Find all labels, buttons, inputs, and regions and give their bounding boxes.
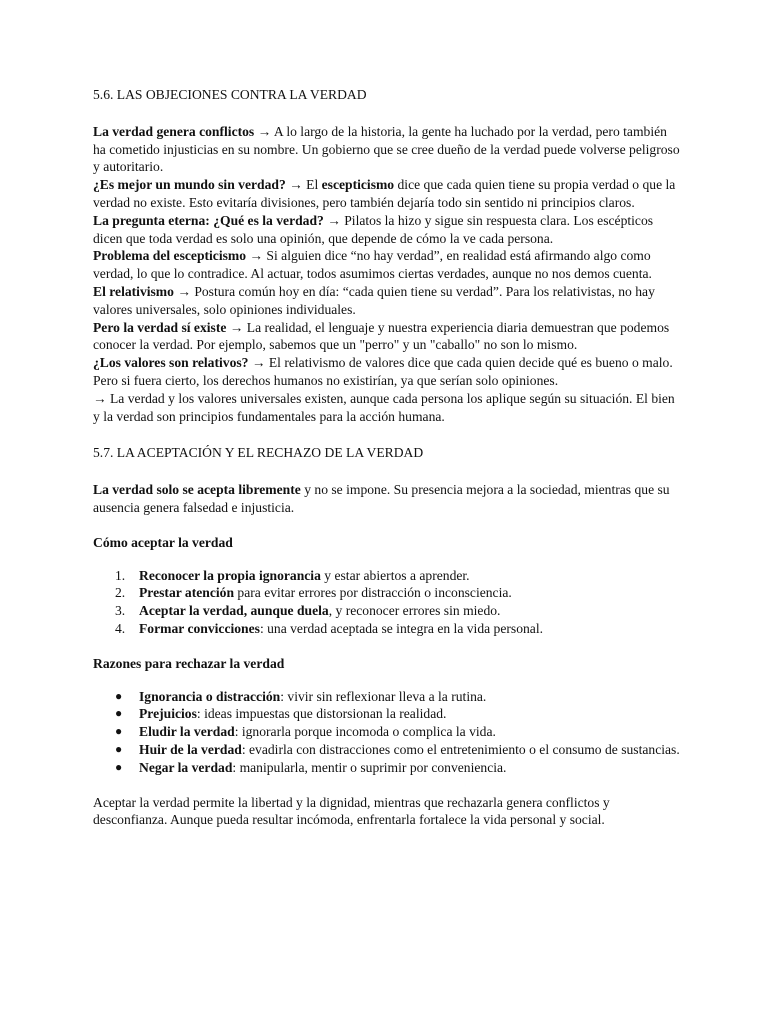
paragraph-relative-values <box>93 354 683 390</box>
list-item <box>93 620 683 638</box>
paragraph-text: La verdad y los valores universales existen, aunque cada persona los aplique según su situación. El bien y la verdad son principios fundamentales para la acción humana. <box>93 390 675 424</box>
accept-list <box>93 567 683 638</box>
arrow: → <box>248 355 269 371</box>
paragraph-skepticism-problem <box>93 247 683 283</box>
paragraph-text: Pilatos la hizo y sigue sin respuesta clara. Los escépticos dicen que toda verdad es solo una opinión, que depende de cómo la ve cada persona. <box>93 212 654 246</box>
paragraph-text: A lo largo de la historia, la gente ha luchado por la verdad, pero también ha cometido injusticias en su nombre. Un gobierno que se cree dueño de la verdad puede volverse peligroso y autoritario. <box>93 123 680 175</box>
arrow: → <box>323 212 345 228</box>
paragraph-bold: La verdad genera conflictos <box>93 123 255 139</box>
arrow: → <box>226 319 247 335</box>
paragraph-conflicts <box>93 123 683 176</box>
list-item-bold: Huir de la verdad <box>139 741 242 757</box>
paragraph-bold: Pero la verdad sí existe <box>93 319 227 335</box>
list-number: 4. <box>115 620 126 636</box>
arrow: → <box>254 123 274 139</box>
bullet-icon: ● <box>115 741 123 756</box>
arrow: → <box>93 390 110 406</box>
list-item-bold: Negar la verdad <box>139 759 233 775</box>
list-item-text: para evitar errores por distracción o inconsciencia. <box>234 585 512 601</box>
list-item-text: : una verdad aceptada se integra en la vida personal. <box>259 620 544 636</box>
paragraph-eternal-question <box>93 212 683 248</box>
paragraph-truth-exists <box>93 319 683 355</box>
accept-subheading: Cómo aceptar la verdad <box>93 534 233 550</box>
intro-text: y no se impone. Su presencia mejora a la sociedad, mientras que su ausencia genera falsedad e injusticia. <box>93 482 670 515</box>
arrow: → <box>285 177 307 193</box>
list-item-bold: Prejuicios <box>139 706 197 722</box>
list-item-bold: Eludir la verdad <box>139 724 235 740</box>
list-item-text: , y reconocer errores sin miedo. <box>328 603 501 619</box>
list-item-text: : vivir sin reflexionar lleva a la rutina. <box>280 688 487 704</box>
list-item <box>93 602 683 620</box>
section-56-heading: 5.6. LAS OBJECIONES CONTRA LA VERDAD <box>93 87 367 102</box>
list-item-bold: Reconocer la propia ignorancia <box>139 567 321 583</box>
paragraph-bold: El relativismo <box>93 283 174 299</box>
bullet-icon: ● <box>115 706 123 721</box>
list-item-bold: Prestar atención <box>139 585 235 601</box>
paragraph-bold: ¿Los valores son relativos? <box>93 355 249 371</box>
paragraph-bold: Problema del escepticismo <box>93 248 247 264</box>
section-57-intro <box>93 481 683 517</box>
list-number: 1. <box>115 567 126 583</box>
list-item <box>93 584 683 602</box>
list-item-bold: Aceptar la verdad, aunque duela <box>139 603 329 619</box>
list-item-text: : evadirla con distracciones como el entretenimiento o el consumo de sustancias. <box>241 741 680 757</box>
list-item-bold: Formar convicciones <box>139 620 260 636</box>
list-item-text: y estar abiertos a aprender. <box>320 567 470 583</box>
paragraph-text: dice que cada quien tiene su propia verdad o que la verdad no existe. Esto evitaría divisiones, pero también dejaría todo sin sentido ni principios claros. <box>93 177 676 210</box>
section-57-heading: 5.7. LA ACEPTACIÓN Y EL RECHAZO DE LA VERDAD <box>93 445 424 461</box>
list-item-bold: Ignorancia o distracción <box>139 688 281 704</box>
closing-paragraph: Aceptar la verdad permite la libertad y la dignidad, mientras que rechazarla genera conflictos y desconfianza. Aunque pueda resultar incómoda, enfrentarla fortalece la vida personal y social. <box>93 794 610 828</box>
paragraph-conclusion <box>93 390 683 426</box>
list-number: 3. <box>115 603 126 619</box>
paragraph-bold-inline: escepticismo <box>321 177 395 193</box>
reject-list <box>93 688 683 777</box>
list-item <box>93 688 683 706</box>
paragraph-text: La realidad, el lenguaje y nuestra experiencia diaria demuestran que podemos conocer la verdad. Por ejemplo, sabemos que un "perro" y un "caballo" no son lo mismo. <box>93 319 670 353</box>
list-number: 2. <box>115 585 126 601</box>
list-item-text: : ignorarla porque incomoda o complica la vida. <box>234 724 496 740</box>
paragraph-bold: ¿Es mejor un mundo sin verdad? <box>93 177 286 193</box>
list-item <box>93 723 683 741</box>
list-item-text: : ideas impuestas que distorsionan la realidad. <box>196 706 447 722</box>
arrow: → <box>173 283 195 299</box>
list-item <box>93 567 683 585</box>
paragraph-text: El relativismo de valores dice que cada quien decide qué es bueno o malo. Pero si fuera cierto, los derechos humanos no existirían, ya que serían solo opiniones. <box>93 355 673 388</box>
paragraph-text-pre: El <box>306 177 322 193</box>
bullet-icon: ● <box>115 759 123 774</box>
paragraph-bold: La pregunta eterna: ¿Qué es la verdad? <box>93 212 324 228</box>
list-item <box>93 741 683 759</box>
bullet-icon: ● <box>115 724 123 739</box>
reject-subheading: Razones para rechazar la verdad <box>93 655 285 671</box>
list-item <box>93 705 683 723</box>
paragraph-world-without-truth <box>93 176 683 212</box>
paragraph-text: Si alguien dice “no hay verdad”, en realidad está afirmando algo como verdad, lo que lo contradice. Al actuar, todos asumimos ciertas verdades, aunque no nos demos cuenta. <box>93 248 652 282</box>
bullet-icon: ● <box>115 688 123 703</box>
list-item <box>93 759 683 777</box>
list-item-text: : manipularla, mentir o suprimir por conveniencia. <box>232 759 507 775</box>
paragraph-relativism <box>93 283 683 319</box>
intro-bold: La verdad solo se acepta libremente <box>93 482 301 498</box>
arrow: → <box>246 248 267 264</box>
document-content <box>93 86 683 829</box>
paragraph-text: Postura común hoy en día: “cada quien tiene su verdad”. Para los relativistas, no hay valores universales, solo opiniones individuales. <box>93 283 655 317</box>
